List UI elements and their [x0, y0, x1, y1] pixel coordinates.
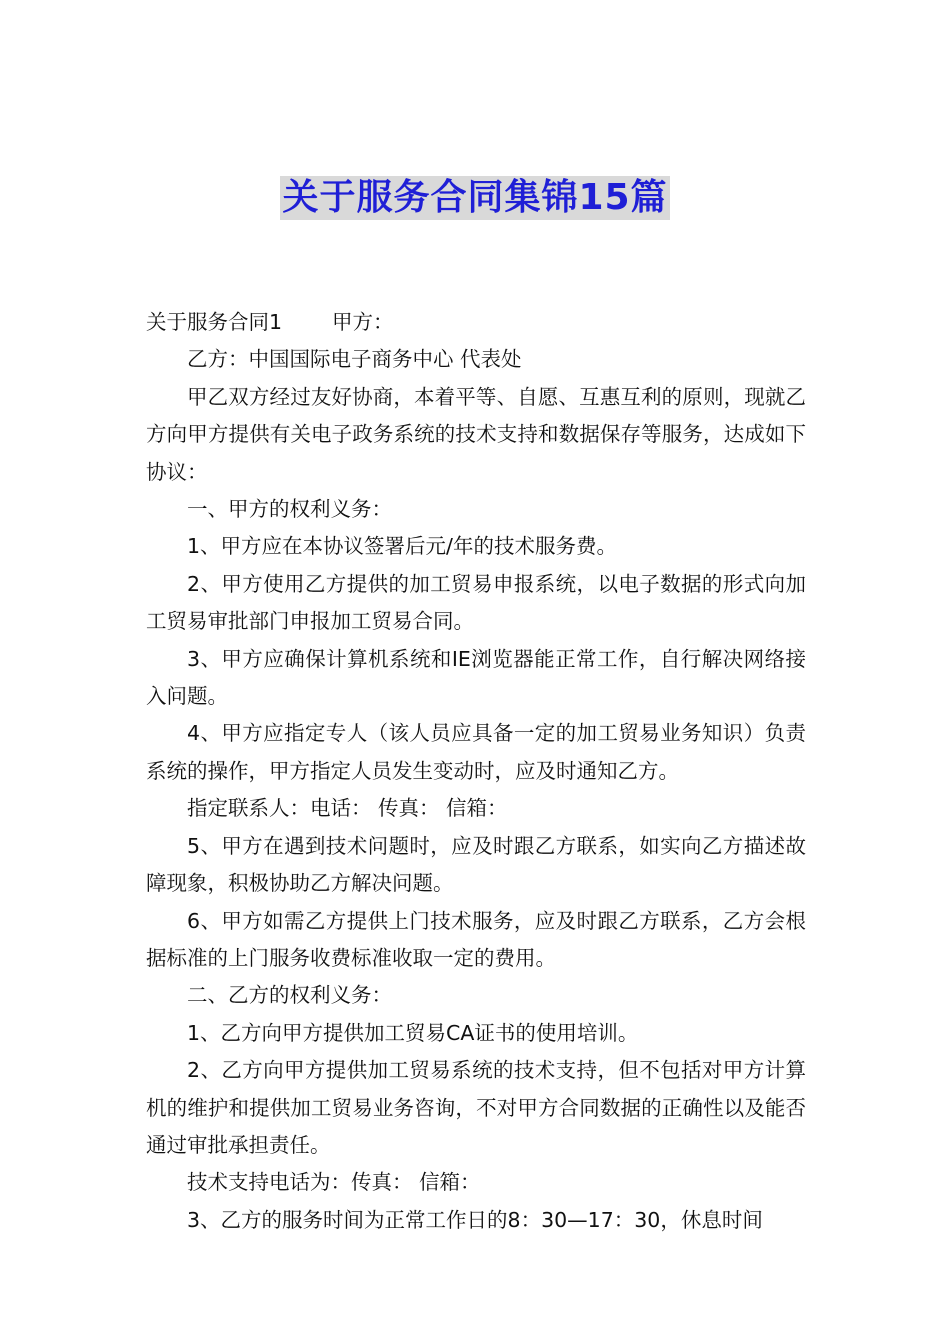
paragraph: 技术支持电话为：传真： 信箱： — [187, 1170, 481, 1195]
paragraph: 一、甲方的权利义务： — [187, 497, 392, 522]
document-title: 关于服务合同集锦15篇 — [282, 177, 668, 218]
paragraph: 指定联系人：电话： 传真： 信箱： — [187, 796, 508, 821]
paragraph: 6、甲方如需乙方提供上门技术服务，应及时跟乙方联系，乙方会根据标准的上门服务收费标准收取一定的费用。 — [146, 908, 806, 970]
title-container — [0, 176, 950, 220]
paragraph: 1、甲方应在本协议签署后元/年的技术服务费。 — [187, 534, 617, 559]
paragraph: 2、乙方向甲方提供加工贸易系统的技术支持，但不包括对甲方计算机的维护和提供加工贸易业务咨询，不对甲方合同数据的正确性以及能否通过审批承担责任。 — [146, 1058, 806, 1157]
intro-party-a: 甲方： — [332, 310, 394, 334]
paragraph: 2、甲方使用乙方提供的加工贸易申报系统，以电子数据的形式向加工贸易审批部门申报加工贸易合同。 — [146, 571, 806, 634]
paragraph: 乙方：中国国际电子商务中心 代表处 — [187, 347, 522, 372]
intro-heading: 关于服务合同1 — [146, 310, 283, 334]
paragraph: 4、甲方应指定专人（该人员应具备一定的加工贸易业务知识）负责系统的操作，甲方指定人员发生变动时，应及时通知乙方。 — [146, 721, 806, 783]
intro-line — [146, 304, 806, 341]
paragraph: 5、甲方在遇到技术问题时，应及时跟乙方联系，如实向乙方描述故障现象，积极协助乙方解决问题。 — [146, 833, 806, 896]
paragraph: 甲乙双方经过友好协商，本着平等、自愿、互惠互利的原则，现就乙方向甲方提供有关电子政务系统的技术支持和数据保存等服务，达成如下协议： — [146, 384, 806, 484]
paragraph: 3、甲方应确保计算机系统和IE浏览器能正常工作，自行解决网络接入问题。 — [146, 646, 806, 709]
document-body — [146, 304, 806, 1239]
paragraph: 3、乙方的服务时间为正常工作日的8：30—17：30，休息时间 — [187, 1207, 763, 1232]
paragraph: 二、乙方的权利义务： — [187, 983, 392, 1008]
paragraph: 1、乙方向甲方提供加工贸易CA证书的使用培训。 — [187, 1020, 639, 1045]
